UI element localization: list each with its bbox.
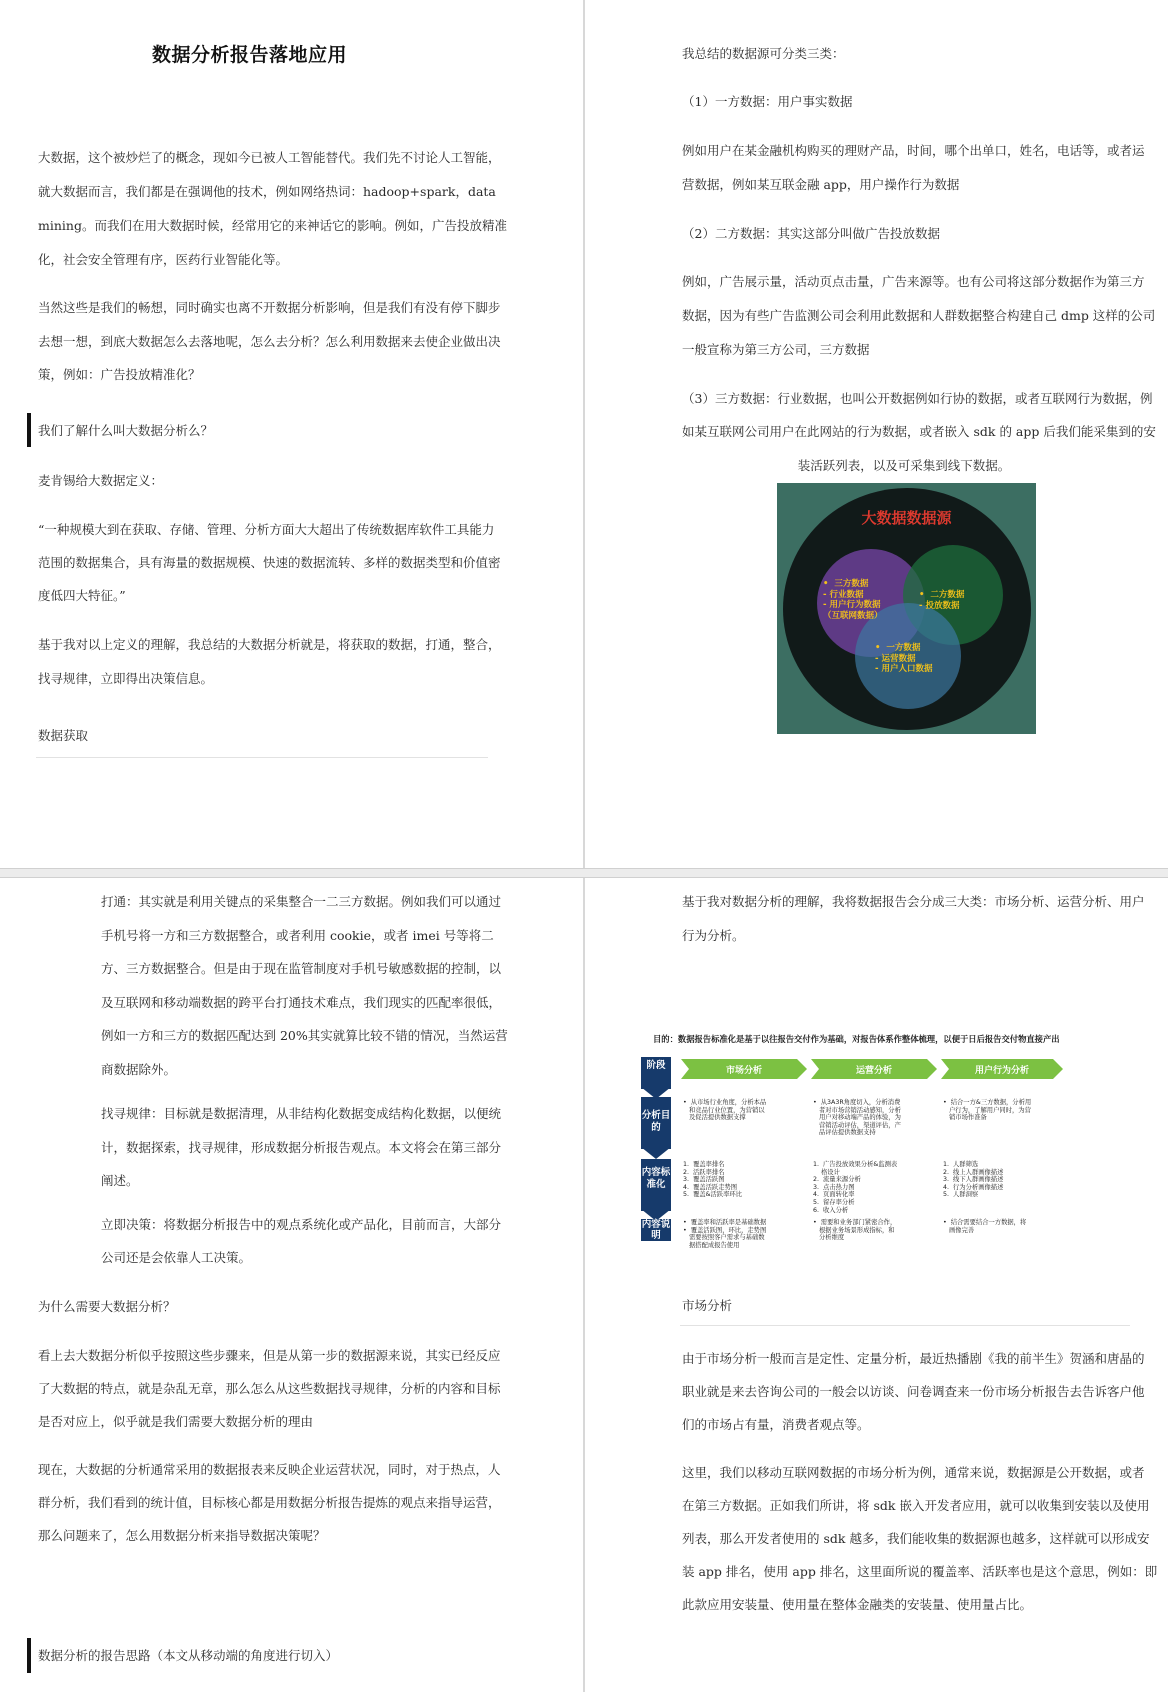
- framework-header-market: 市场分析: [725, 1066, 762, 1076]
- paragraph-line: 去想一想，到底大数据怎么去落地呢，怎么去分析？怎么利用数据来去使企业做出决: [38, 334, 501, 349]
- paragraph-line: 看上去大数据分析似乎按照这些步骤来，但是从第一步的数据源来说，其实已经反应: [38, 1348, 501, 1363]
- paragraph-line: 在第三方数据。正如我们所讲，将 sdk 嵌入开发者应用，就可以收集到安装以及使用: [682, 1498, 1150, 1513]
- quote-line: 度低四大特征。”: [38, 588, 126, 603]
- paragraph-line: 现在，大数据的分析通常采用的数据报表来反映企业运营状况，同时，对于热点，人: [38, 1462, 501, 1477]
- framework-row-arrow: [641, 1147, 671, 1159]
- venn-label-second-party: • 二方数据 - 投放数据: [919, 590, 965, 611]
- paragraph-line: 行为分析。: [682, 928, 745, 943]
- paragraph-line: 由于市场分析一般而言是定性、定量分析，最近热播剧《我的前半生》贺涵和唐晶的: [682, 1351, 1145, 1366]
- paragraph-line: 这里，我们以移动互联网数据的市场分析为例，通常来说，数据源是公开数据，或者: [682, 1465, 1145, 1480]
- framework-title: 目的：数据报告标准化是基于以往报告交付作为基础，对报告体系作整体梳理，以便于日后报告交付物直接产出: [653, 1034, 1060, 1044]
- section-heading: 为什么需要大数据分析？: [38, 1299, 176, 1314]
- framework-cell: • 从3A3R角度切入，分析消费 者对市场营销活动感知，分析 用户对移动端产品的体验，为 营销活动评估，渠道评估，产 品评估提供数据支持: [813, 1099, 901, 1137]
- venn-label-third-party: • 三方数据 - 行业数据 - 用户行为数据 （互联网数据）: [823, 579, 883, 621]
- framework-row-label: 分析目的: [641, 1097, 671, 1149]
- paragraph-line: 此款应用安装量、使用量在整体金融类的安装量、使用量占比。: [682, 1597, 1033, 1612]
- paragraph-line: 例如一方和三方的数据匹配达到 20%其实就算比较不错的情况，当然运营: [101, 1028, 508, 1043]
- page-3: [0, 878, 583, 1692]
- paragraph-line: 手机号将一方和三方数据整合，或者利用 cookie，或者 imei 号等将二: [101, 928, 494, 943]
- paragraph-line: 是否对应上，似乎就是我们需要大数据分析的理由: [38, 1414, 314, 1429]
- heading-marker: [27, 413, 31, 447]
- paragraph-line: 计，数据探索，找寻规律，形成数据分析报告观点。本文将会在第三部分: [101, 1140, 502, 1155]
- framework-cell: • 从市场行业角度，分析本品 和竞品行业位置，为营销以 及促活提供数据支撑: [683, 1099, 767, 1122]
- section-heading: 数据获取: [38, 728, 89, 743]
- framework-row-label: 内容标准化: [641, 1159, 671, 1211]
- document-title: 数据分析报告落地应用: [152, 44, 348, 66]
- framework-header-behavior: 用户行为分析: [974, 1066, 1029, 1076]
- paragraph-line: 商数据除外。: [101, 1062, 177, 1077]
- paragraph-line: 数据，因为有些广告监测公司会利用此数据和人群数据整合构建自己 dmp 这样的公司: [682, 308, 1156, 323]
- paragraph-line: 立即决策：将数据分析报告中的观点系统化或产品化，目前而言，大部分: [101, 1217, 502, 1232]
- paragraph-line: 装活跃列表，以及可采集到线下数据。: [797, 458, 1011, 473]
- framework-cell: 1. 广告投放效果分析&监测表 格设计 2. 流量来源分析 3. 点击热力图 4. 页面转化率 5. 留存率分析 6. 收入分析: [813, 1161, 898, 1214]
- paragraph-line: 找寻规律：目标就是数据清理，从非结构化数据变成结构化数据，以便统: [101, 1106, 502, 1121]
- framework-cell: • 覆盖率和活跃率是基础数据 • 覆盖活跃图，环比，走势图 需要按照客户需求与基础数 据搭配成报告使用: [683, 1219, 767, 1249]
- page-divider-horizontal: [0, 868, 1168, 878]
- page-2: [585, 0, 1168, 868]
- paragraph-line: 例如用户在某金融机构购买的理财产品，时间，哪个出单口，姓名，电话等，或者运: [682, 143, 1145, 158]
- data-source-venn-diagram: [777, 483, 1036, 734]
- framework-stage-label: 阶段: [641, 1057, 671, 1089]
- framework-row-label: 内容说明: [641, 1219, 671, 1241]
- page-1: [0, 0, 583, 868]
- framework-cell: 1. 人群筛选 2. 线上人群画像描述 3. 线下人群画像描述 4. 行为分析画像描述 5. 人群洞察: [943, 1161, 1004, 1199]
- paragraph-line: 们的市场占有量，消费者观点等。: [682, 1417, 870, 1432]
- venn-title: 大数据数据源: [861, 509, 952, 527]
- framework-cell: • 结合一方&三方数据，分析用 户行为，了解用户同时，为营 销市场作准备: [943, 1099, 1032, 1122]
- paragraph-line: 了大数据的特点，就是杂乱无章，那么怎么从这些数据找寻规律，分析的内容和目标: [38, 1381, 501, 1396]
- paragraph-line: 装 app 排名，使用 app 排名，这里面所说的覆盖率、活跃率也是这个意思，例如：即: [682, 1564, 1158, 1579]
- paragraph-line: 一般宣称为第三方公司，三方数据: [682, 342, 870, 357]
- paragraph-line: 及互联网和移动端数据的跨平台打通技术难点，我们现实的匹配率很低，: [101, 995, 502, 1010]
- paragraph-line: 就大数据而言，我们都是在强调他的技术，例如网络热词：hadoop+spark，data: [38, 184, 496, 199]
- paragraph-line: 大数据，这个被炒烂了的概念，现如今已被人工智能替代。我们先不讨论人工智能，: [38, 150, 501, 165]
- paragraph-line: 如某互联网公司用户在此网站的行为数据，或者嵌入 sdk 的 app 后我们能采集到的安: [682, 424, 1156, 439]
- paragraph-line: 基于我对以上定义的理解，我总结的大数据分析就是，将获取的数据，打通，整合，: [38, 637, 501, 652]
- paragraph-line: 公司还是会依靠人工决策。: [101, 1250, 252, 1265]
- paragraph-line: 例如，广告展示量，活动页点击量，广告来源等。也有公司将这部分数据作为第三方: [682, 274, 1145, 289]
- paragraph-line: 列表，那么开发者使用的 sdk 越多，我们能收集的数据源也越多，这样就可以形成安: [682, 1531, 1150, 1546]
- list-item-heading: （1）一方数据：用户事实数据: [682, 94, 853, 109]
- framework-header-operation: 运营分析: [855, 1066, 892, 1076]
- paragraph-line: 那么问题来了，怎么用数据分析来指导数据决策呢？: [38, 1528, 326, 1543]
- list-item-heading: （2）二方数据：其实这部分叫做广告投放数据: [682, 226, 940, 241]
- paragraph-line: 基于我对数据分析的理解，我将数据报告会分成三大类：市场分析、运营分析、用户: [682, 894, 1145, 909]
- paragraph-line: 当然这些是我们的畅想，同时确实也离不开数据分析影响，但是我们有没有停下脚步: [38, 300, 501, 315]
- paragraph-line: （3）三方数据：行业数据，也叫公开数据例如行协的数据，或者互联网行为数据，例: [682, 391, 1153, 406]
- venn-label-first-party: • 一方数据 - 运营数据 - 用户人口数据: [875, 643, 933, 674]
- paragraph-line: 阐述。: [101, 1173, 139, 1188]
- paragraph-line: 营数据，例如某互联金融 app，用户操作行为数据: [682, 177, 960, 192]
- paragraph-line: 方、三方数据整合。但是由于现在监管制度对手机号敏感数据的控制，以: [101, 961, 502, 976]
- paragraph-line: 找寻规律，立即得出决策信息。: [38, 671, 214, 686]
- paragraph-line: 麦肯锡给大数据定义：: [38, 473, 164, 488]
- heading-marker: [27, 1638, 31, 1673]
- paragraph-line: 职业就是来去咨询公司的一般会以访谈、问卷调查来一份市场分析报告去告诉客户他: [682, 1384, 1145, 1399]
- paragraph-line: mining。而我们在用大数据时候，经常用它的来神话它的影响。例如，广告投放精准: [38, 218, 507, 233]
- framework-cell: • 需要和业务部门紧密合作， 根据业务场景形成指标，和 分析维度: [813, 1219, 897, 1242]
- heading-underline: [680, 1325, 1130, 1326]
- paragraph-line: 化，社会安全管理有序，医药行业智能化等。: [38, 252, 289, 267]
- quote-line: “一种规模大到在获取、存储、管理、分析方面大大超出了传统数据库软件工具能力: [38, 522, 495, 537]
- paragraph-line: 策，例如：广告投放精准化？: [38, 367, 201, 382]
- paragraph-line: 打通：其实就是利用关键点的采集整合一二三方数据。例如我们可以通过: [101, 894, 502, 909]
- report-framework-diagram: [635, 1033, 1060, 1249]
- paragraph-line: 群分析，我们看到的统计值，目标核心都是用数据分析报告提炼的观点来指导运营，: [38, 1495, 501, 1510]
- section-heading: 市场分析: [682, 1298, 733, 1313]
- paragraph-line: 我总结的数据源可分类三类：: [682, 46, 845, 61]
- section-heading: 我们了解什么叫大数据分析么？: [38, 423, 214, 438]
- framework-cell: • 结合需要结合一方数据，将 画像完善: [943, 1219, 1027, 1234]
- quote-line: 范围的数据集合，具有海量的数据规模、快速的数据流转、多样的数据类型和价值密: [38, 555, 501, 570]
- page-4: [585, 878, 1168, 1692]
- framework-cell: 1. 覆盖率排名 2. 活跃率排名 3. 覆盖活跃图 4. 覆盖活跃走势图 5. 覆盖&活跃率环比: [683, 1161, 742, 1199]
- heading-underline: [36, 757, 488, 758]
- section-heading: 数据分析的报告思路（本文从移动端的角度进行切入）: [38, 1648, 339, 1663]
